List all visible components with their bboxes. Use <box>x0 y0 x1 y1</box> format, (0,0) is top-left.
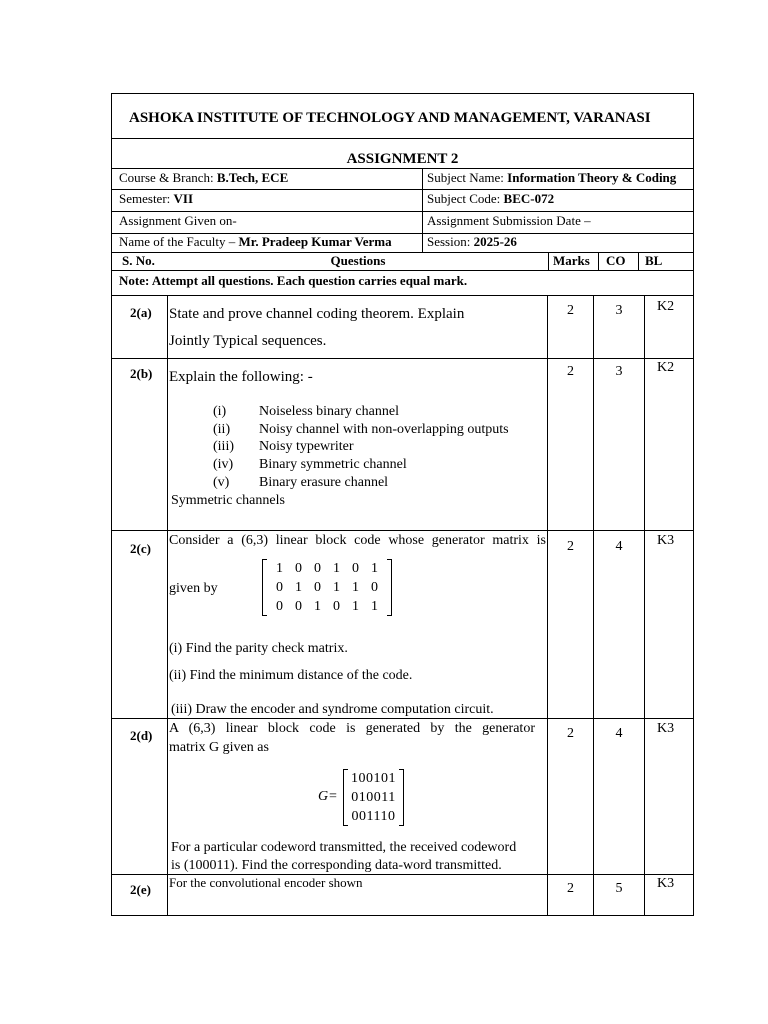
matrix-row: 100101 <box>351 771 396 786</box>
matrix-cell: 1 <box>333 561 340 576</box>
matrix-cell: 1 <box>276 561 283 576</box>
question-bl: K2 <box>657 299 675 314</box>
divider <box>111 138 694 139</box>
generator-matrix <box>262 559 392 616</box>
matrix-cell: 1 <box>371 561 378 576</box>
matrix-cell: 0 <box>276 580 283 595</box>
matrix-cell: 0 <box>314 580 321 595</box>
bracket-right <box>387 559 392 616</box>
question-bl: K3 <box>657 721 675 736</box>
divider <box>638 252 639 270</box>
list-item-num: (ii) <box>213 422 231 437</box>
question-co: 5 <box>615 881 623 896</box>
question-text: Explain the following: - <box>169 369 313 385</box>
question-text: Consider a (6,3) linear block code whose generator matrix is <box>169 533 546 548</box>
question-part: (i) Find the parity check matrix. <box>169 641 348 656</box>
divider <box>111 189 694 190</box>
question-text: For a particular codeword transmitted, the received codeword <box>171 840 517 855</box>
assignment-given-on: Assignment Given on- <box>119 213 237 228</box>
question-co: 3 <box>615 364 623 379</box>
matrix-cell: 1 <box>333 580 340 595</box>
question-number: 2(e) <box>130 882 151 897</box>
question-text: is (100011). Find the corresponding data-word transmitted. <box>171 858 502 873</box>
divider <box>593 295 594 916</box>
question-text: State and prove channel coding theorem. Explain <box>169 306 465 322</box>
matrix-cell: 0 <box>295 599 302 614</box>
divider <box>111 358 694 359</box>
list-item-num: (v) <box>213 475 230 490</box>
question-marks: 2 <box>567 726 574 741</box>
divider <box>644 295 645 916</box>
question-co: 4 <box>615 539 623 554</box>
matrix-row: 010011 <box>351 790 396 805</box>
matrix-cell: 0 <box>333 599 340 614</box>
matrix-cell: 0 <box>295 561 302 576</box>
question-co: 3 <box>615 303 623 318</box>
matrix-entries <box>267 559 387 616</box>
list-item-num: (i) <box>213 404 227 419</box>
matrix-cell: 0 <box>352 561 359 576</box>
divider <box>598 252 599 270</box>
matrix-cell: 1 <box>295 580 302 595</box>
list-item: Noisy typewriter <box>259 439 354 454</box>
list-item-num: (iv) <box>213 457 234 472</box>
question-number: 2(d) <box>130 728 153 743</box>
question-text: A (6,3) linear block code is generated by the generator <box>169 721 535 736</box>
matrix-cell: 1 <box>352 580 359 595</box>
g-matrix <box>343 769 404 826</box>
matrix-cell: 0 <box>276 599 283 614</box>
session: Session: 2025-26 <box>427 234 517 249</box>
question-bl: K3 <box>657 533 675 548</box>
divider <box>111 211 694 212</box>
submission-date: Assignment Submission Date – <box>427 213 591 228</box>
col-header-questions: Questions <box>330 253 386 268</box>
matrix-cell: 1 <box>352 599 359 614</box>
question-number: 2(b) <box>130 366 153 381</box>
divider <box>111 718 694 719</box>
divider <box>548 252 549 270</box>
divider <box>111 295 694 296</box>
col-header-sno: S. No. <box>122 253 155 268</box>
matrix-cell: 0 <box>314 561 321 576</box>
g-label: G= <box>318 789 338 804</box>
matrix-cell: 0 <box>371 580 378 595</box>
question-marks: 2 <box>567 364 574 379</box>
col-header-marks: Marks <box>553 253 590 268</box>
question-text: given by <box>169 581 218 596</box>
question-text: matrix G given as <box>169 740 269 755</box>
question-text: Symmetric channels <box>171 493 285 508</box>
divider <box>111 530 694 531</box>
faculty-name: Name of the Faculty – Mr. Pradeep Kumar Verma <box>119 234 392 249</box>
question-number: 2(c) <box>130 541 151 556</box>
institute-name: ASHOKA INSTITUTE OF TECHNOLOGY AND MANAGEMENT, VARANASI <box>129 110 651 126</box>
subject-code: Subject Code: BEC-072 <box>427 191 555 206</box>
list-item-num: (iii) <box>213 439 234 454</box>
question-marks: 2 <box>567 303 574 318</box>
matrix-entries <box>348 769 399 826</box>
divider <box>547 295 548 916</box>
question-bl: K3 <box>657 876 675 891</box>
course-branch: Course & Branch: B.Tech, ECE <box>119 170 289 185</box>
divider <box>167 295 168 916</box>
list-item: Noiseless binary channel <box>259 404 399 419</box>
assignment-title: ASSIGNMENT 2 <box>346 151 459 167</box>
question-marks: 2 <box>567 881 574 896</box>
question-number: 2(a) <box>130 305 152 320</box>
subject-name: Subject Name: Information Theory & Coding <box>427 170 677 185</box>
question-marks: 2 <box>567 539 574 554</box>
col-header-co: CO <box>606 253 626 268</box>
question-text: For the convolutional encoder shown <box>169 875 363 890</box>
matrix-cell: 1 <box>371 599 378 614</box>
question-part: (ii) Find the minimum distance of the code. <box>169 668 413 683</box>
divider <box>111 168 694 169</box>
divider <box>422 168 423 252</box>
question-text: Jointly Typical sequences. <box>169 333 327 349</box>
divider <box>111 270 694 271</box>
bracket-right <box>399 769 404 826</box>
semester: Semester: VII <box>119 191 194 206</box>
list-item: Binary symmetric channel <box>259 457 407 472</box>
matrix-row: 001110 <box>351 809 396 824</box>
col-header-bl: BL <box>645 253 663 268</box>
list-item: Binary erasure channel <box>259 475 389 490</box>
question-part: (iii) Draw the encoder and syndrome computation circuit. <box>171 702 494 717</box>
note: Note: Attempt all questions. Each question carries equal mark. <box>119 273 468 288</box>
list-item: Noisy channel with non-overlapping outputs <box>259 422 509 437</box>
matrix-cell: 1 <box>314 599 321 614</box>
question-bl: K2 <box>657 360 675 375</box>
question-co: 4 <box>615 726 623 741</box>
